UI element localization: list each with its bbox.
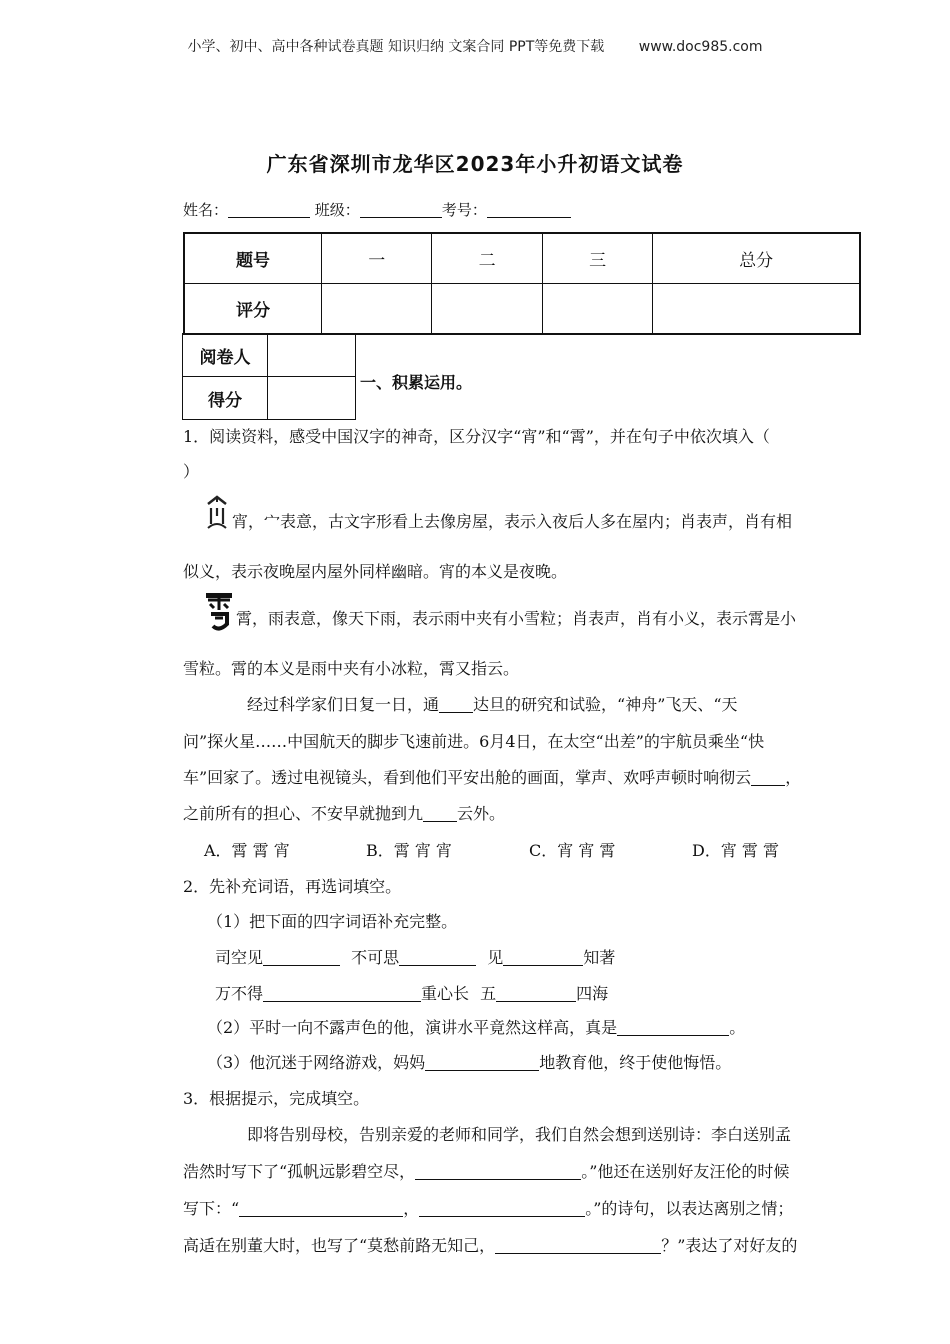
q1-passage-line1: [247, 692, 738, 715]
score-row-label: 评分: [184, 284, 322, 335]
q1-option-b[interactable]: B．霄 宵 宵: [366, 841, 452, 860]
q1-passage-text: 云外。: [457, 804, 506, 823]
class-label: 班级：: [314, 201, 360, 219]
score-input-cell[interactable]: [432, 284, 542, 335]
q2-stem: 2．先补充词语，再选词填空。: [183, 877, 402, 896]
q2-word: 知著: [583, 948, 616, 967]
ancient-xiao-rain-glyph-icon: [203, 590, 235, 636]
q1-passage-line3: [183, 765, 801, 788]
name-field[interactable]: [228, 201, 310, 218]
q3-line4: [183, 1233, 797, 1256]
score-table-cell: 题号: [184, 233, 322, 284]
q2-sub3: [207, 1050, 731, 1073]
q1-passage-line2: 问”探火星……中国航天的脚步飞速前进。6月4日，在太空“出差”的宇航员乘坐“快: [183, 732, 765, 751]
q2-sub3-end: 地教育他，终于使他悔悟。: [539, 1053, 732, 1072]
q2-word: 司空见: [215, 948, 264, 967]
q1-passage-text: 经过科学家们日复一日，通: [247, 695, 440, 714]
q1-option-c[interactable]: C．宵 宵 霄: [529, 841, 616, 860]
q1-passage-text: 之前所有的担心、不安早就抛到九: [183, 804, 424, 823]
q2-words-row2: [215, 981, 608, 1004]
q2-sub2: [207, 1015, 745, 1038]
q1-stem-line1: 1．阅读资料，感受中国汉字的神奇，区分汉字“宵”和“霄”，并在句子中依次填入（: [183, 427, 770, 446]
q2-blank[interactable]: [263, 985, 421, 1002]
ancient-xiao-glyph-icon: [202, 494, 232, 532]
q1-passage-text: 车”回家了。透过电视镜头，看到他们平安出舱的画面，掌声、欢呼声顿时响彻云: [183, 768, 752, 787]
score-table-cell: 总分: [653, 233, 860, 284]
q1-passage-text: ，: [785, 768, 802, 787]
header-text: 小学、初中、高中各种试卷真题 知识归纳 文案合同 PPT等免费下载: [187, 39, 605, 55]
section-score-input-cell[interactable]: [268, 377, 356, 420]
q2-sub2-text: （2）平时一向不露声色的他，演讲水平竟然这样高，真是: [207, 1018, 618, 1037]
reviewer-input-cell[interactable]: [268, 334, 356, 377]
q1-option-d[interactable]: D．宵 霄 霄: [692, 841, 780, 860]
q3-blank-1[interactable]: [415, 1163, 581, 1180]
score-input-cell[interactable]: [542, 284, 652, 335]
q2-blank[interactable]: [496, 985, 576, 1002]
score-table-header-row: [184, 233, 860, 284]
score-table-score-row: [184, 284, 860, 335]
q3-blank-4[interactable]: [495, 1237, 661, 1254]
q2-word: 重心长: [421, 984, 470, 1003]
q3-text: 浩然时写下了“孤帆远影碧空尽，: [183, 1162, 416, 1181]
q1-passage-text: 达旦的研究和试验，“神舟”飞天、“天: [473, 695, 738, 714]
q1-xiao-line2: 似义，表示夜晚屋内屋外同样幽暗。宵的本义是夜晚。: [183, 562, 568, 581]
q3-line1: 即将告别母校，告别亲爱的老师和同学，我们自然会想到送别诗：李白送别孟: [247, 1125, 792, 1144]
q1-option-a[interactable]: A．霄 霄 宵: [204, 841, 290, 860]
reviewer-table: [182, 333, 356, 420]
exam-no-field[interactable]: [487, 201, 571, 218]
page-header: [0, 36, 950, 56]
q2-sub2-blank[interactable]: [617, 1019, 729, 1036]
score-table: [183, 232, 861, 335]
q2-word: 五: [480, 984, 497, 1003]
q1-xiao2-line2: 雪粒。霄的本义是雨中夹有小冰粒，霄又指云。: [183, 659, 520, 678]
q3-line2: [183, 1159, 789, 1182]
q2-sub1: （1）把下面的四字词语补充完整。: [207, 912, 458, 931]
q3-stem: 3．根据提示，完成填空。: [183, 1089, 370, 1108]
section-score-label: 得分: [183, 377, 268, 420]
q3-blank-3[interactable]: [419, 1200, 585, 1217]
q3-text: 。”他还在送别好友汪伦的时候: [581, 1162, 790, 1181]
exam-no-label: 考号：: [441, 201, 487, 219]
reviewer-label: 阅卷人: [183, 334, 268, 377]
q2-words-row1: [215, 945, 615, 968]
q2-word: 万不得: [215, 984, 264, 1003]
q3-text: ？”表达了对好友的: [661, 1236, 798, 1255]
student-info-line: [183, 199, 571, 220]
header-site-link[interactable]: www.doc985.com: [638, 39, 763, 55]
q3-text: 高适在别董大时，也写了“莫愁前路无知己，: [183, 1236, 496, 1255]
score-input-cell[interactable]: [322, 284, 432, 335]
score-table-cell: 二: [432, 233, 542, 284]
score-input-cell[interactable]: [653, 284, 860, 335]
q1-blank-3[interactable]: [423, 805, 457, 822]
q2-sub3-text: （3）他沉迷于网络游戏，妈妈: [207, 1053, 426, 1072]
class-field[interactable]: [360, 201, 442, 218]
name-label: 姓名：: [183, 201, 229, 219]
q2-blank[interactable]: [399, 949, 476, 966]
q2-word: 不可思: [351, 948, 400, 967]
q3-line3: [183, 1196, 793, 1219]
q2-sub2-end: 。: [729, 1018, 746, 1037]
q1-xiao-line1: 宵，宀表意，古文字形看上去像房屋，表示入夜后人多在屋内；肖表声，肖有相: [232, 512, 793, 531]
q2-word: 四海: [576, 984, 609, 1003]
q2-word: 见: [487, 948, 504, 967]
q3-text: 写下：“: [183, 1199, 240, 1218]
section-heading: 一、积累运用。: [360, 373, 473, 392]
q1-stem-line2: ）: [183, 462, 200, 481]
q1-blank-2[interactable]: [751, 769, 785, 786]
q1-xiao2-line1: 霄，雨表意，像天下雨，表示雨中夹有小雪粒；肖表声，肖有小义，表示霄是小: [236, 609, 797, 628]
q2-sub3-blank[interactable]: [425, 1054, 539, 1071]
score-table-cell: 一: [322, 233, 432, 284]
page-title: 广东省深圳市龙华区2023年小升初语文试卷: [266, 152, 684, 176]
q2-blank[interactable]: [263, 949, 340, 966]
q2-blank[interactable]: [503, 949, 583, 966]
q3-text: 。”的诗句，以表达离别之情；: [585, 1199, 794, 1218]
q3-blank-2[interactable]: [239, 1200, 403, 1217]
q1-blank-1[interactable]: [439, 696, 473, 713]
q3-text: ，: [403, 1199, 420, 1218]
score-table-cell: 三: [542, 233, 652, 284]
q1-passage-line4: [183, 801, 505, 824]
